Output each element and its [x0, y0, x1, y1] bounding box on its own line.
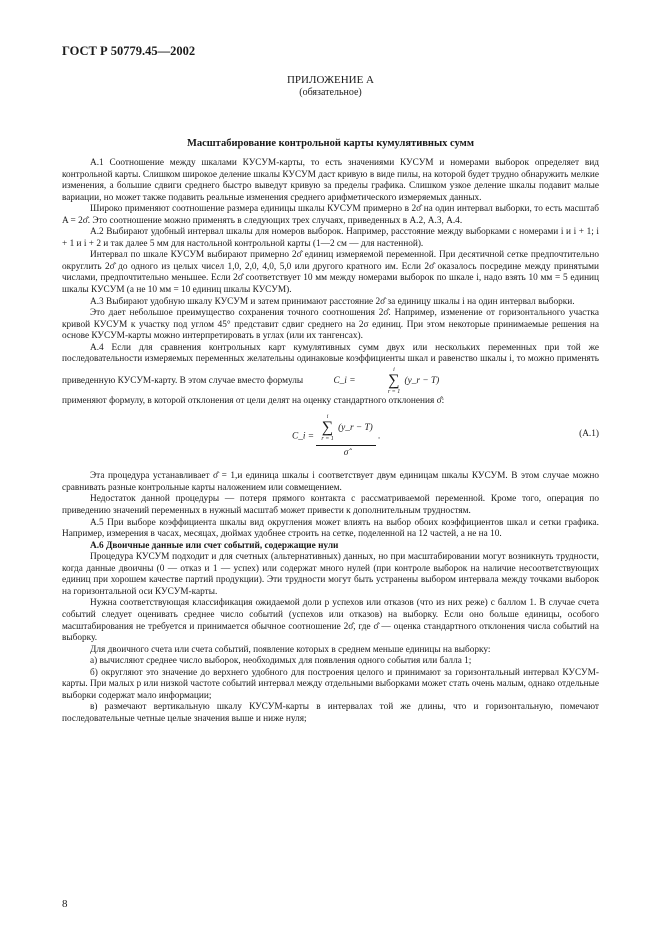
list-item: а) вычисляют среднее число выборок, необходимых для появления одного события или балла 1; [90, 656, 472, 667]
inline-cusum-formula [305, 366, 439, 396]
formula-number: (А.1) [579, 429, 599, 440]
subsection-heading-a6: А.6 Двоичные данные или счет событий, содержащие нули [90, 540, 339, 551]
paragraph: Широко применяют соотношение размера единицы шкалы КУСУМ примерно в 2σ̂ на один интервал выборки, то есть масштаб A = 2σ̂. Это соотношение можно применять в следующих трех случаях, приведенных в А.2, А.3, А.4. [62, 204, 599, 226]
section-title: Масштабирование контрольной карты кумулятивных сумм [186, 138, 474, 149]
paragraph: Эта процедура устанавливает σ̂ = 1,и единица шкалы i соответствует двум единицам шкалы КУСУМ. В этом случае можно сравнивать разные контрольные карты наложением или совмещением. [62, 471, 599, 493]
paragraph-a1: А.1 Соотношение между шкалами КУСУМ-карты, то есть значениями КУСУМ и номерами выборок определяет вид контрольной карты. Слишком широкое деление шкалы КУСУМ даст кривую в виде пилы, на которой будет трудно обнаружить мелкие изменения, а большие сдвиги среднего быстро выведут кривую за пределы графика. Слишком узкое деление шкалы подавит малые вариации, но может также подавить реальные изменения среднего арифметического измеряемых данных. [62, 158, 599, 203]
sum-sign-icon: ∑ [388, 371, 400, 389]
paragraph: применяют формулу, в которой отклонения от цели делят на оценку стандартного отклонения σ̂: [62, 395, 445, 406]
formula-sum-upper: i [326, 414, 329, 421]
formula-fraction [316, 413, 375, 460]
inline-formula-term: (y_r − T) [404, 375, 440, 386]
formula-lhs: C_i = [292, 431, 315, 442]
inline-formula-lhs: C_i = [333, 375, 356, 386]
formula-period: . [378, 431, 381, 442]
page-number: 8 [62, 898, 68, 910]
formula-sum [321, 413, 333, 443]
formula-numerator-term: (y_r − T) [338, 423, 373, 434]
paragraph-a5: А.5 При выборе коэффициента шкалы вид округления может влиять на выбор обоих коэффициентов шкал и сетки графика. Например, измерения в часах, месяцах, дюймах удобнее строить на сетке, поделенной на 12 частей, а не на 10. [62, 517, 599, 540]
appendix-subtitle: (обязательное) [299, 87, 362, 98]
formula-sum-lower: r = 1 [321, 436, 334, 443]
list-item: в) размечают вертикальную шкалу КУСУМ-карты в интервалах той же длины, что и горизонтальную, помечают последовательные четные целые значения выше и ниже нуля; [62, 702, 599, 724]
paragraph-a4 [62, 343, 599, 396]
formula-a1 [62, 411, 599, 465]
paragraph-a4-text: А.4 Если для сравнения контрольных карт кумулятивных сумм двух или нескольких переменных при той же последовательности измеряемых переменных желательны одинаковые коэффициенты шкал и равенство шкалы i, то можно применять приведенную КУСУМ-карту. В этом случае вместо формулы [62, 342, 599, 386]
paragraph: Нужна соответствующая классификация ожидаемой доли p успехов или отказов (что из них реже) с баллом 1. В случае счета событий следует оценивать среднее число событий (успехов или отказов) на выборку. Если оно больше единицы, особого масштабирования не требуется и принимается обычное соотношение 2σ̂, где σ̂ — оценка стандартного отклонения числа событий на выборку. [62, 598, 599, 644]
paragraph-a3: А.3 Выбирают удобную шкалу КУСУМ и затем принимают расстояние 2σ̂ за единицу шкалы i на один интервал выборки. [90, 296, 575, 307]
sum-sign-icon: ∑ [321, 419, 334, 437]
formula-a1-expression [292, 413, 380, 460]
appendix-title: ПРИЛОЖЕНИЕ А [286, 74, 374, 86]
paragraph: Недостаток данной процедуры — потеря прямого контакта с рассматриваемой переменной. Кроме того, операция по приведению значений переменных в нужный масштаб может привести к дополнительным трудностям. [62, 494, 599, 517]
inline-sum-upper: i [393, 366, 395, 373]
paragraph-a2: А.2 Выбирают удобный интервал шкалы для номеров выборок. Например, расстояние между выборками с номерами i и i + 1; i + 1 и i + 2 и так далее 5 мм для настольной контрольной карты (1—2 см — для настенной). [62, 227, 599, 249]
formula-denominator: σ̂ [343, 448, 349, 459]
list-item: б) округляют это значение до верхнего удобного для построения целого и принимают за горизонтальный интервал КУСУМ-карты. При малых p или низкой частоте событий интервал между отдельными выборками может стать очень малым, однако отдельные выборки содержат мало информации; [62, 667, 599, 701]
inline-sum [360, 366, 400, 396]
inline-sum-lower: r = 1 [387, 388, 401, 395]
paragraph: Это дает небольшое преимущество сохранения точного соотношения 2σ̂. Например, изменение от горизонтального участка кривой КУСУМ к участку под углом 45° представит сдвиг среднего на 2σ единиц. При этом некоторые принимаемые решения на основе КУСУМ-карты можно интерпретировать в углах (или их тангенсах). [62, 308, 599, 342]
paragraph: Для двоичного счета или счета событий, появление которых в среднем меньше единицы на выборку: [90, 644, 491, 655]
standard-header: ГОСТ Р 50779.45—2002 [62, 44, 196, 58]
body-text [62, 158, 599, 725]
paragraph: Интервал по шкале КУСУМ выбирают примерно 2σ̂ единиц измеряемой переменной. При десятичной сетке предпочтительно округлить 2σ̂ до одного из целых чисел 1,0, 2,0, 4,0, 5,0 или другого кратного им. Если 2σ̂ оказалось посредине между принятыми числами, предпочтительно меньшее. Если 2σ̂ соответствует 10 мм между номерами выборок по шкале i, надо взять 10 мм = 5 единиц шкалы КУСУМ (а не 10 мм = 10 единиц шкалы КУСУМ). [62, 250, 599, 296]
formula-numerator [316, 413, 375, 446]
paragraph: Процедура КУСУМ подходит и для счетных (альтернативных) данных, но при масштабировании могут возникнуть трудности, когда данные двоичны (0 — отказ и 1 — успех) или содержат много нулей (при контроле выборок на наличие несоответствующих единиц при хорошем качестве партий продукции). Эти трудности могут быть устранены выбором интервала между точками выборок на горизонтальной оси КУСУМ-карты. [62, 552, 599, 597]
